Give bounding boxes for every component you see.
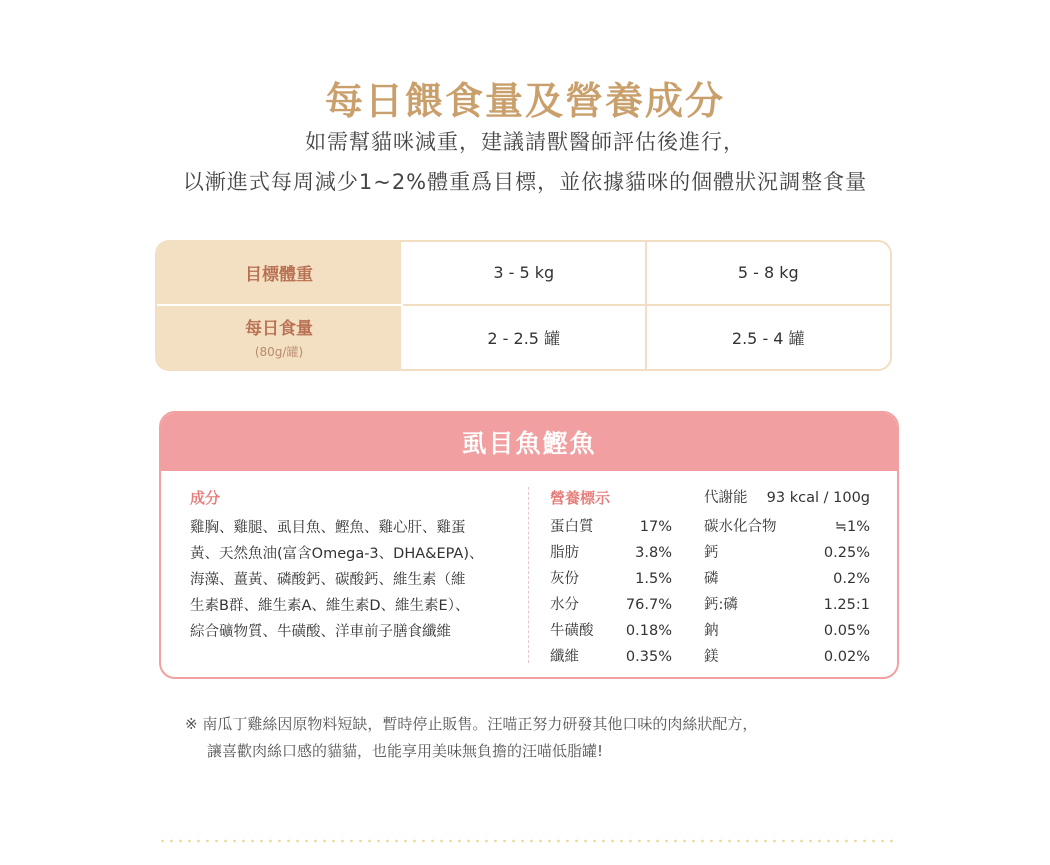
nutrition-right: [704, 487, 870, 670]
nutrient-value: 0.05%: [823, 623, 870, 639]
nutrient-value: 0.35%: [625, 649, 672, 665]
nutrient-name: 鎂: [704, 649, 719, 665]
target-weight-label: 目標體重: [157, 242, 403, 306]
nutrient-value: 76.7%: [625, 597, 672, 613]
nutrient-value: 17%: [639, 519, 672, 535]
nutrition-row: [704, 514, 870, 540]
subtitle-line-1: 如需幫貓咪減重，建議請獸醫師評估後進行，: [305, 130, 745, 154]
ingredients-line: 生素B群、維生素A、維生素D、維生素E）、: [190, 598, 470, 614]
footnote: [185, 711, 757, 765]
ingredients-section: [190, 487, 512, 645]
page-title: 每日餵食量及營養成分: [324, 79, 725, 123]
daily-amount-header: [157, 306, 403, 370]
nutrient-value: ≒1%: [834, 519, 870, 535]
metabolic-label: 代謝能: [704, 490, 748, 506]
ingredients-text: [190, 515, 512, 645]
nutrition-row: [550, 644, 672, 670]
nutrient-name: 鈣: [704, 545, 719, 561]
nutrient-name: 磷: [704, 571, 719, 587]
nutrition-row: [550, 618, 672, 644]
nutrient-value: 3.8%: [635, 545, 672, 561]
nutrient-name: 蛋白質: [550, 519, 594, 535]
subtitle-line-2: 以漸進式每周減少1~2%體重爲目標，並依據貓咪的個體狀況調整食量: [182, 170, 868, 194]
nutrient-name: 脂肪: [550, 545, 579, 561]
nutrient-value: 0.25%: [823, 545, 870, 561]
metabolic-row: [704, 487, 870, 509]
nutrient-name: 纖維: [550, 649, 579, 665]
metabolic-value: 93 kcal / 100g: [766, 490, 870, 506]
ingredients-line: 黃、天然魚油(富含Omega-3、DHA&EPA)、: [190, 546, 484, 562]
nutrition-title: 營養標示: [550, 489, 611, 507]
daily-amount-label: 每日食量: [245, 319, 313, 340]
product-name: 虱目魚鰹魚: [161, 413, 897, 471]
nutrient-value: 1.25:1: [823, 597, 870, 613]
footnote-line-1: ※ 南瓜丁雞絲因原物料短缺，暫時停止販售。汪喵正努力研發其他口味的肉絲狀配方，: [185, 715, 758, 733]
ingredients-line: 雞胸、雞腿、虱目魚、鰹魚、雞心肝、雞蛋: [190, 520, 466, 536]
nutrition-row: [704, 644, 870, 670]
nutrient-value: 0.2%: [833, 571, 870, 587]
ingredients-line: 海藻、薑黃、磷酸鈣、碳酸鈣、維生素（維: [190, 572, 466, 588]
nutrient-value: 1.5%: [635, 571, 672, 587]
nutrition-row: [704, 566, 870, 592]
nutrition-row: [704, 618, 870, 644]
ingredients-line: 綜合礦物質、牛磺酸、洋車前子膳食纖維: [190, 624, 451, 640]
nutrition-left: [550, 487, 672, 670]
nutrition-row: [550, 514, 672, 540]
nutrient-name: 灰份: [550, 571, 579, 587]
nutrition-row: [704, 592, 870, 618]
nutrient-value: 0.02%: [823, 649, 870, 665]
nutrition-row: [550, 592, 672, 618]
nutrient-name: 碳水化合物: [704, 519, 777, 535]
product-card: [159, 411, 899, 679]
nutrient-value: 0.18%: [625, 623, 672, 639]
weight-range-2: 5 - 8 kg: [647, 242, 891, 306]
weight-range-1: 3 - 5 kg: [403, 242, 647, 306]
footnote-line-2: 讓喜歡肉絲口感的貓貓，也能享用美味無負擔的汪喵低脂罐!: [207, 742, 604, 760]
nutrient-name: 水分: [550, 597, 579, 613]
nutrition-title-row: [550, 487, 672, 509]
nutrient-name: 鈣:磷: [704, 597, 738, 613]
dotted-divider: [158, 839, 898, 843]
nutrient-name: 牛磺酸: [550, 623, 594, 639]
daily-amount-2: 2.5 - 4 罐: [731, 328, 805, 348]
feeding-table: [155, 240, 892, 371]
nutrient-name: 鈉: [704, 623, 719, 639]
nutrition-row: [550, 566, 672, 592]
daily-amount-1: 2 - 2.5 罐: [403, 306, 647, 370]
ingredients-title: 成分: [190, 489, 221, 507]
nutrition-row: [550, 540, 672, 566]
nutrition-row: [704, 540, 870, 566]
can-size-note: (80g/罐): [254, 345, 304, 360]
divider: [528, 487, 529, 663]
